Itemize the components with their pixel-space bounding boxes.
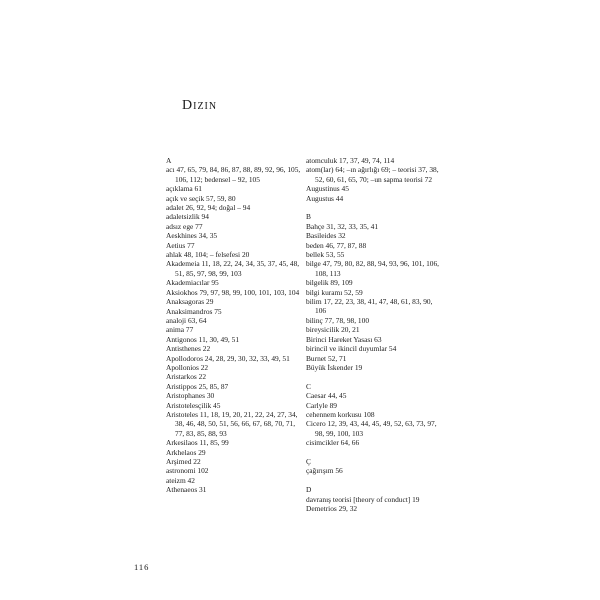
index-entry: Büyük İskender 19 <box>306 362 363 372</box>
index-entry: adaletsizlik 94 <box>166 212 209 222</box>
index-entry: atom(lar) 64; –ın ağırlığı 69; – teorisi 37, 38, 52, 60, 61, 65, 70; –un sapma teorisi 72 <box>306 165 439 184</box>
index-entry: ahlak 48, 104; – felsefesi 20 <box>166 250 250 260</box>
index-entry: Aksiokhos 79, 97, 98, 99, 100, 101, 103, 104 <box>166 287 300 297</box>
index-entry: çağırışım 56 <box>306 466 343 476</box>
index-entry: astronomi 102 <box>166 466 209 476</box>
index-entry: bilge 47, 79, 80, 82, 88, 94, 93, 96, 101, 106, 108, 113 <box>306 259 440 278</box>
page-number: 116 <box>134 562 150 572</box>
section-letter: D <box>306 485 312 495</box>
index-entry: bireysicilik 20, 21 <box>306 325 360 335</box>
section-gap <box>306 372 444 381</box>
index-entry: Aristotelesçilik 45 <box>166 400 221 410</box>
index-entry: Bahçe 31, 32, 33, 35, 41 <box>306 221 379 231</box>
index-entry: bilinç 77, 78, 98, 100 <box>306 315 370 325</box>
index-entry: Cicero 12, 39, 43, 44, 45, 49, 52, 63, 73, 97, 98, 99, 100, 103 <box>306 419 437 438</box>
index-entry: cisimcikler 64, 66 <box>306 438 360 448</box>
index-entry: Athenaeos 31 <box>166 485 207 495</box>
section-letter: B <box>306 212 311 222</box>
index-entry: Arkesilaos 11, 85, 99 <box>166 438 229 448</box>
index-entry: Antisthenes 22 <box>166 344 211 354</box>
index-entry: Carlyle 89 <box>306 400 337 410</box>
index-entry: adsız ege 77 <box>166 221 203 231</box>
index-column-left <box>166 156 304 495</box>
index-entry: Augustinus 45 <box>306 184 349 194</box>
index-entry: açık ve seçik 57, 59, 80 <box>166 193 236 203</box>
index-entry: Aristoteles 11, 18, 19, 20, 21, 22, 24, 27, 34, 38, 46, 48, 50, 51, 56, 66, 67, 68, 70, 71, 77, 83, 85, 88, 93 <box>166 409 298 438</box>
index-entry: Aristophanes 30 <box>166 391 215 401</box>
index-entry: Anaksagoras 29 <box>166 297 214 307</box>
index-entry: cehennem korkusu 108 <box>306 409 375 419</box>
index-entry: ateizm 42 <box>166 475 195 485</box>
index-entry: birincil ve ikincil duyumlar 54 <box>306 344 397 354</box>
index-entry: Aetius 77 <box>166 240 195 250</box>
index-entry: bilgi kuramı 52, 59 <box>306 287 363 297</box>
section-letter: C <box>306 381 311 391</box>
index-entry: Apollodoros 24, 28, 29, 30, 32, 33, 49, 51 <box>166 353 290 363</box>
index-entry: Aeskhines 34, 35 <box>166 231 218 241</box>
index-entry: Apollonios 22 <box>166 362 209 372</box>
index-entry: Demetrios 29, 32 <box>306 503 358 513</box>
index-entry: açıklama 61 <box>166 184 202 194</box>
index-entry: anima 77 <box>166 325 194 335</box>
section-letter: Ç <box>306 456 311 466</box>
index-entry: acı 47, 65, 79, 84, 86, 87, 88, 89, 92, 96, 105, 106, 112; bedensel – 92, 105 <box>166 165 301 184</box>
section-gap <box>306 203 444 212</box>
index-entry: beden 46, 77, 87, 88 <box>306 240 367 250</box>
index-entry: adalet 26, 92, 94; doğal – 94 <box>166 203 251 213</box>
index-entry: Birinci Hareket Yasası 63 <box>306 334 382 344</box>
index-entry: Arkhelaos 29 <box>166 447 206 457</box>
index-entry: atomculuk 17, 37, 49, 74, 114 <box>306 156 395 165</box>
index-entry: Arşimed 22 <box>166 457 201 466</box>
index-entry: Akademeia 11, 18, 22, 24, 34, 35, 37, 45, 48, 51, 85, 97, 98, 99, 103 <box>166 259 300 278</box>
section-letter: A <box>166 156 172 165</box>
page-title: Dizin <box>182 98 218 113</box>
index-entry: bilgelik 89, 109 <box>306 278 353 288</box>
index-entry: Antigonos 11, 30, 49, 51 <box>166 334 240 344</box>
index-entry: Anaksimandros 75 <box>166 306 222 316</box>
index-entry: Aristippos 25, 85, 87 <box>166 381 229 391</box>
index-entry: Burnet 52, 71 <box>306 353 347 363</box>
section-gap <box>306 448 444 457</box>
index-column-right <box>306 156 444 513</box>
index-entry: Basileides 32 <box>306 231 346 241</box>
section-gap <box>306 476 444 485</box>
index-entry: bilim 17, 22, 23, 38, 41, 47, 48, 61, 83, 90, 106 <box>306 297 433 316</box>
index-entry: Akademiacılar 95 <box>166 278 219 288</box>
index-entry: Caesar 44, 45 <box>306 391 347 401</box>
index-entry: davranış teorisi [theory of conduct] 19 <box>306 494 420 504</box>
index-entry: bellek 53, 55 <box>306 250 345 260</box>
index-entry: analoji 63, 64 <box>166 315 207 325</box>
index-entry: Aristarkos 22 <box>166 372 207 382</box>
index-entry: Augustus 44 <box>306 193 344 203</box>
